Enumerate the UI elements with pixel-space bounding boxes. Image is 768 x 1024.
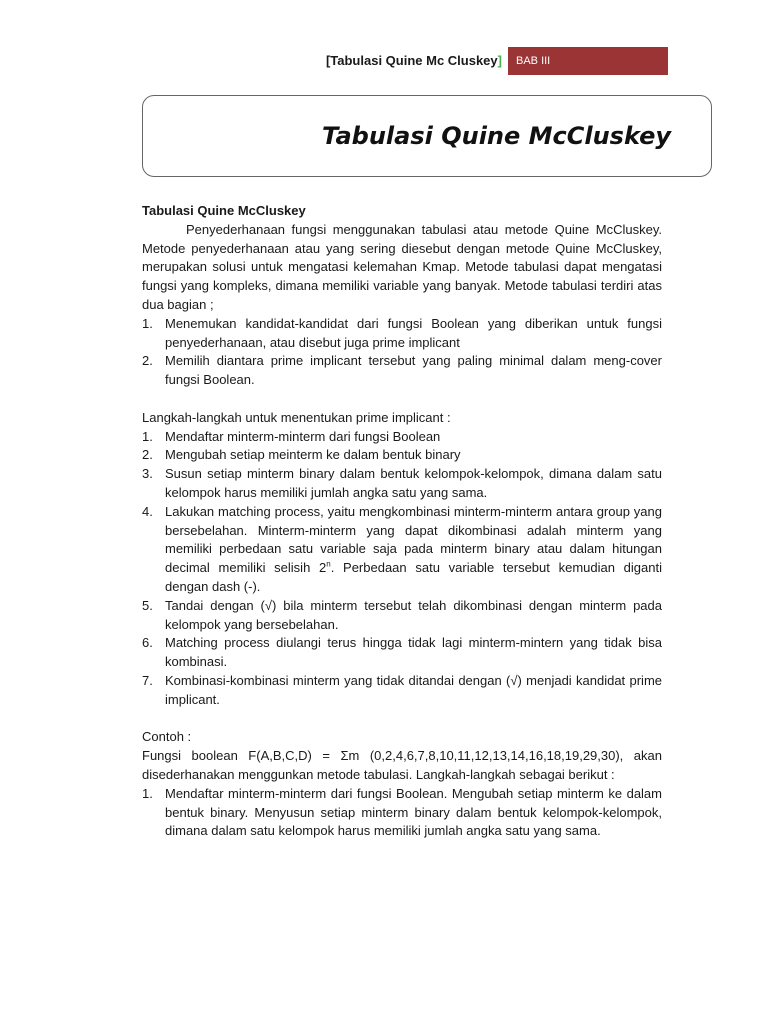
example-steps-list (142, 785, 662, 841)
list-number: 1. (142, 785, 153, 801)
list-item (142, 597, 662, 635)
list-item (142, 446, 662, 465)
spacer (142, 710, 662, 729)
list-item (142, 352, 662, 390)
header-title-bracket: ] (497, 53, 502, 68)
list-number: 1. (142, 428, 153, 444)
list-text: Menemukan kandidat-kandidat dari fungsi Boolean yang diberikan untuk fungsi penyederhanaan, atau disebut juga prime implicant (165, 315, 662, 350)
section-heading: Tabulasi Quine McCluskey (142, 203, 306, 218)
page-header (0, 47, 768, 75)
spacer (142, 390, 662, 409)
list-text-continued: . Perbedaan satu variable tersebut kemudian diganti dengan dash (-). (165, 560, 662, 594)
list-number: 1. (142, 315, 153, 331)
list-text: Susun setiap minterm binary dalam bentuk kelompok-kelompok, dimana dalam satu kelompok harus memiliki jumlah angka satu yang sama. (165, 466, 662, 500)
list-number: 4. (142, 503, 153, 519)
list-number: 7. (142, 672, 153, 688)
list-item (142, 503, 662, 597)
list-item (142, 785, 662, 841)
page-content (142, 202, 662, 841)
header-title (326, 47, 502, 75)
list-text: Memilih diantara prime implicant tersebut yang paling minimal dalam meng-cover fungsi Boolean. (165, 353, 662, 388)
list-text: Lakukan matching process, yaitu mengkombinasi minterm-minterm antara group yang bersebelahan. Minterm-minterm yang dapat dikombinasi adalah minterm yang memiliki perbedaan satu variable saja pada minterm binary atau dalam hitungan decimal memiliki selisih 2 (165, 503, 662, 576)
list-text: Tandai dengan (√) bila minterm tersebut telah dikombinasi dengan minterm pada kelompok yang bersebelahan. (165, 597, 662, 632)
intro-paragraph: Penyederhanaan fungsi menggunakan tabulasi atau metode Quine McCluskey. Metode penyederhanaan atau yang sering diesebut dengan metode Quine McCluskey, merupakan solusi untuk mengatasi kelemahan Kmap. Metode tabulasi dapat mengatasi fungsi yang kompleks, dimana memiliki variable yang banyak. Metode tabulasi terdiri atas dua bagian ; (142, 221, 662, 312)
list-text: Kombinasi-kombinasi minterm yang tidak ditandai dengan (√) menjadi kandidat prime implicant. (165, 672, 662, 707)
list-text: Mendaftar minterm-minterm dari fungsi Boolean. Mengubah setiap minterm ke dalam bentuk binary. Menyusun setiap minterm binary dalam bentuk kelompok-kelompok, dimana dalam satu kelompok harus memiliki jumlah angka satu yang sama. (165, 785, 662, 839)
list-item (142, 672, 662, 710)
list-number: 6. (142, 635, 153, 651)
parts-list (142, 315, 662, 390)
list-number: 2. (142, 447, 153, 463)
list-number: 5. (142, 597, 153, 613)
list-item (142, 465, 662, 503)
chapter-title: Tabulasi Quine McCluskey (321, 122, 671, 150)
chapter-badge: BAB III (508, 47, 668, 75)
chapter-title-box (142, 95, 712, 177)
list-text: Matching process diulangi terus hingga tidak lagi minterm-mintern yang tidak bisa kombinasi. (165, 635, 662, 670)
list-item (142, 634, 662, 672)
list-number: 2. (142, 353, 153, 369)
list-item (142, 315, 662, 353)
list-number: 3. (142, 466, 153, 482)
superscript: n (326, 559, 331, 569)
steps-heading: Langkah-langkah untuk menentukan prime implicant : (142, 409, 451, 425)
list-text: Mendaftar minterm-minterm dari fungsi Boolean (165, 428, 441, 444)
header-title-text: [Tabulasi Quine Mc Cluskey (325, 53, 498, 68)
example-paragraph: Fungsi boolean F(A,B,C,D) = Σm (0,2,4,6,7,8,10,11,12,13,14,16,18,19,29,30), akan disederhanakan menggunkan metode tabulasi. Langkah-langkah sebagai berikut : (142, 748, 662, 782)
steps-list (142, 428, 662, 710)
list-text: Mengubah setiap meinterm ke dalam bentuk binary (165, 447, 461, 463)
example-heading: Contoh : (142, 729, 192, 745)
list-item (142, 428, 662, 447)
